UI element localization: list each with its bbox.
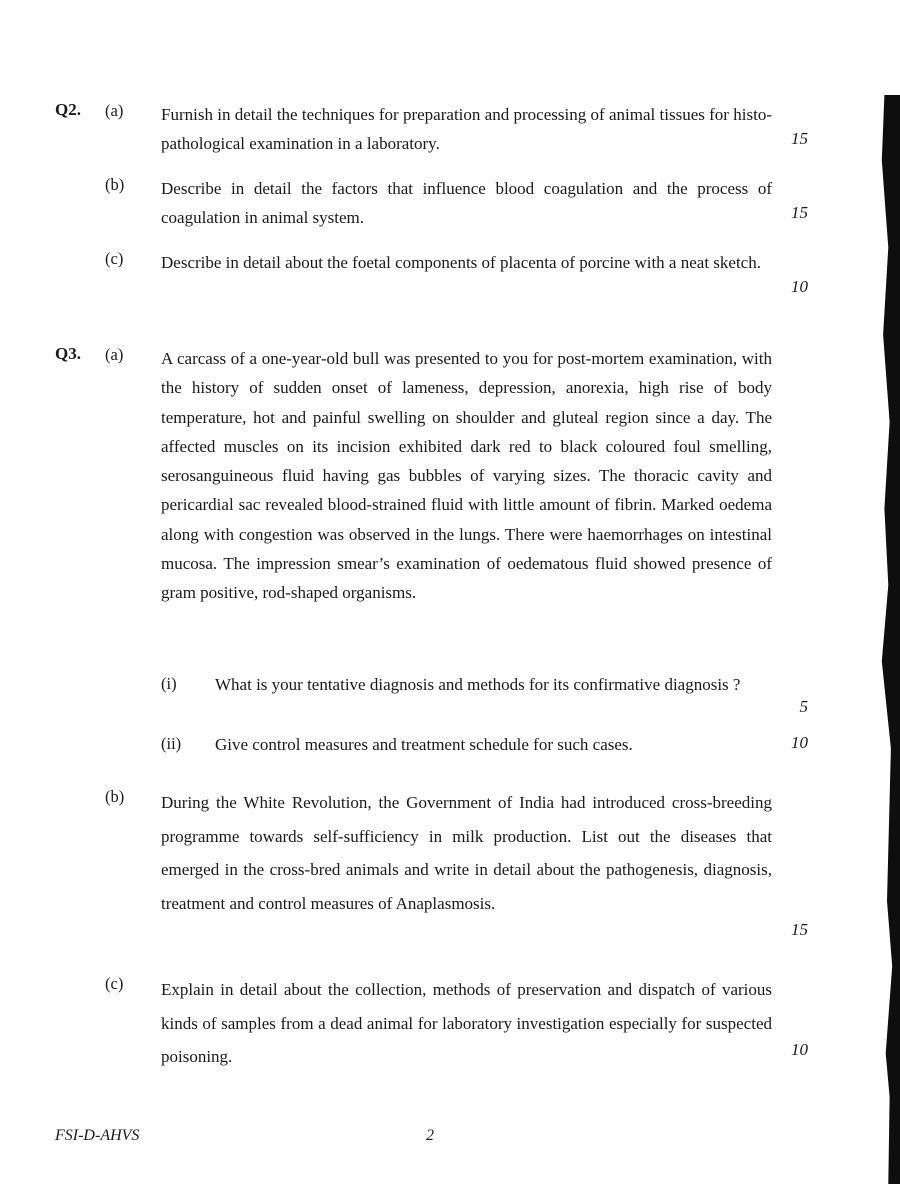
q2-part-c-marks: 10 — [791, 277, 808, 296]
q2-part-c-text: Describe in detail about the foetal components of placenta of porcine with a neat sketch. — [161, 253, 761, 272]
q2-part-b-text: Describe in detail the factors that influence blood coagulation and the process of coagulation in animal system. — [161, 179, 772, 227]
q2-part-a-marks: 15 — [791, 129, 808, 148]
q2-part-a-text: Furnish in detail the techniques for preparation and processing of animal tissues for histo-pathological examination in a laboratory. — [161, 105, 772, 153]
q3-a-subpart-i-text: What is your tentative diagnosis and methods for its confirmative diagnosis ? — [215, 675, 741, 694]
scan-shadow-edge — [874, 95, 900, 1184]
q3-a-subpart-ii-label: (ii) — [161, 734, 182, 753]
q3-a-subpart-i-marks: 5 — [799, 697, 808, 716]
q3-part-c-label: (c) — [105, 974, 124, 993]
question-number-q3: Q3. — [55, 344, 81, 363]
question-number-q2: Q2. — [55, 100, 81, 119]
q2-part-c-label: (c) — [105, 249, 124, 268]
q3-part-a-text: A carcass of a one-year-old bull was presented to you for post-mortem examination, with the history of sudden onset of lameness, depression, anorexia, high rise of body temperature, hot and painful swelling on shoulder and gluteal region since a day. The affected muscles on its incision exhibited dark red to black coloured foul smelling, serosanguineous fluid having gas bubbles of varying sizes. The thoracic cavity and pericardial sac revealed blood-strained fluid with little amount of fibrin. Marked oedema along with congestion was observed in the lungs. There were haemorrhages on intestinal mucosa. The impression smear’s examination of oedematous fluid showed presence of gram positive, rod-shaped organisms. — [161, 349, 772, 603]
q3-part-b-text: During the White Revolution, the Government of India had introduced cross-breeding programme towards self-sufficiency in milk production. List out the diseases that emerged in the cross-bred animals and write in detail about the pathogenesis, diagnosis, treatment and control measures of Anaplasmosis. — [161, 793, 772, 913]
q3-part-a-label: (a) — [105, 345, 124, 364]
q2-part-b-marks: 15 — [791, 203, 808, 222]
q2-part-b-label: (b) — [105, 175, 125, 194]
q3-part-b-label: (b) — [105, 787, 125, 806]
q3-part-b-marks: 15 — [791, 920, 808, 939]
q3-part-c-marks: 10 — [791, 1040, 808, 1059]
paper-code: FSI-D-AHVS — [55, 1127, 140, 1144]
q2-part-a-label: (a) — [105, 101, 124, 120]
q3-a-subpart-i-label: (i) — [161, 674, 177, 693]
page-number: 2 — [426, 1127, 434, 1144]
q3-part-c-text: Explain in detail about the collection, methods of preservation and dispatch of various kinds of samples from a dead animal for laboratory investigation especially for suspected poisoning. — [161, 980, 772, 1067]
q3-a-subpart-ii-marks: 10 — [791, 733, 808, 752]
q3-a-subpart-ii-text: Give control measures and treatment schedule for such cases. — [215, 735, 633, 754]
